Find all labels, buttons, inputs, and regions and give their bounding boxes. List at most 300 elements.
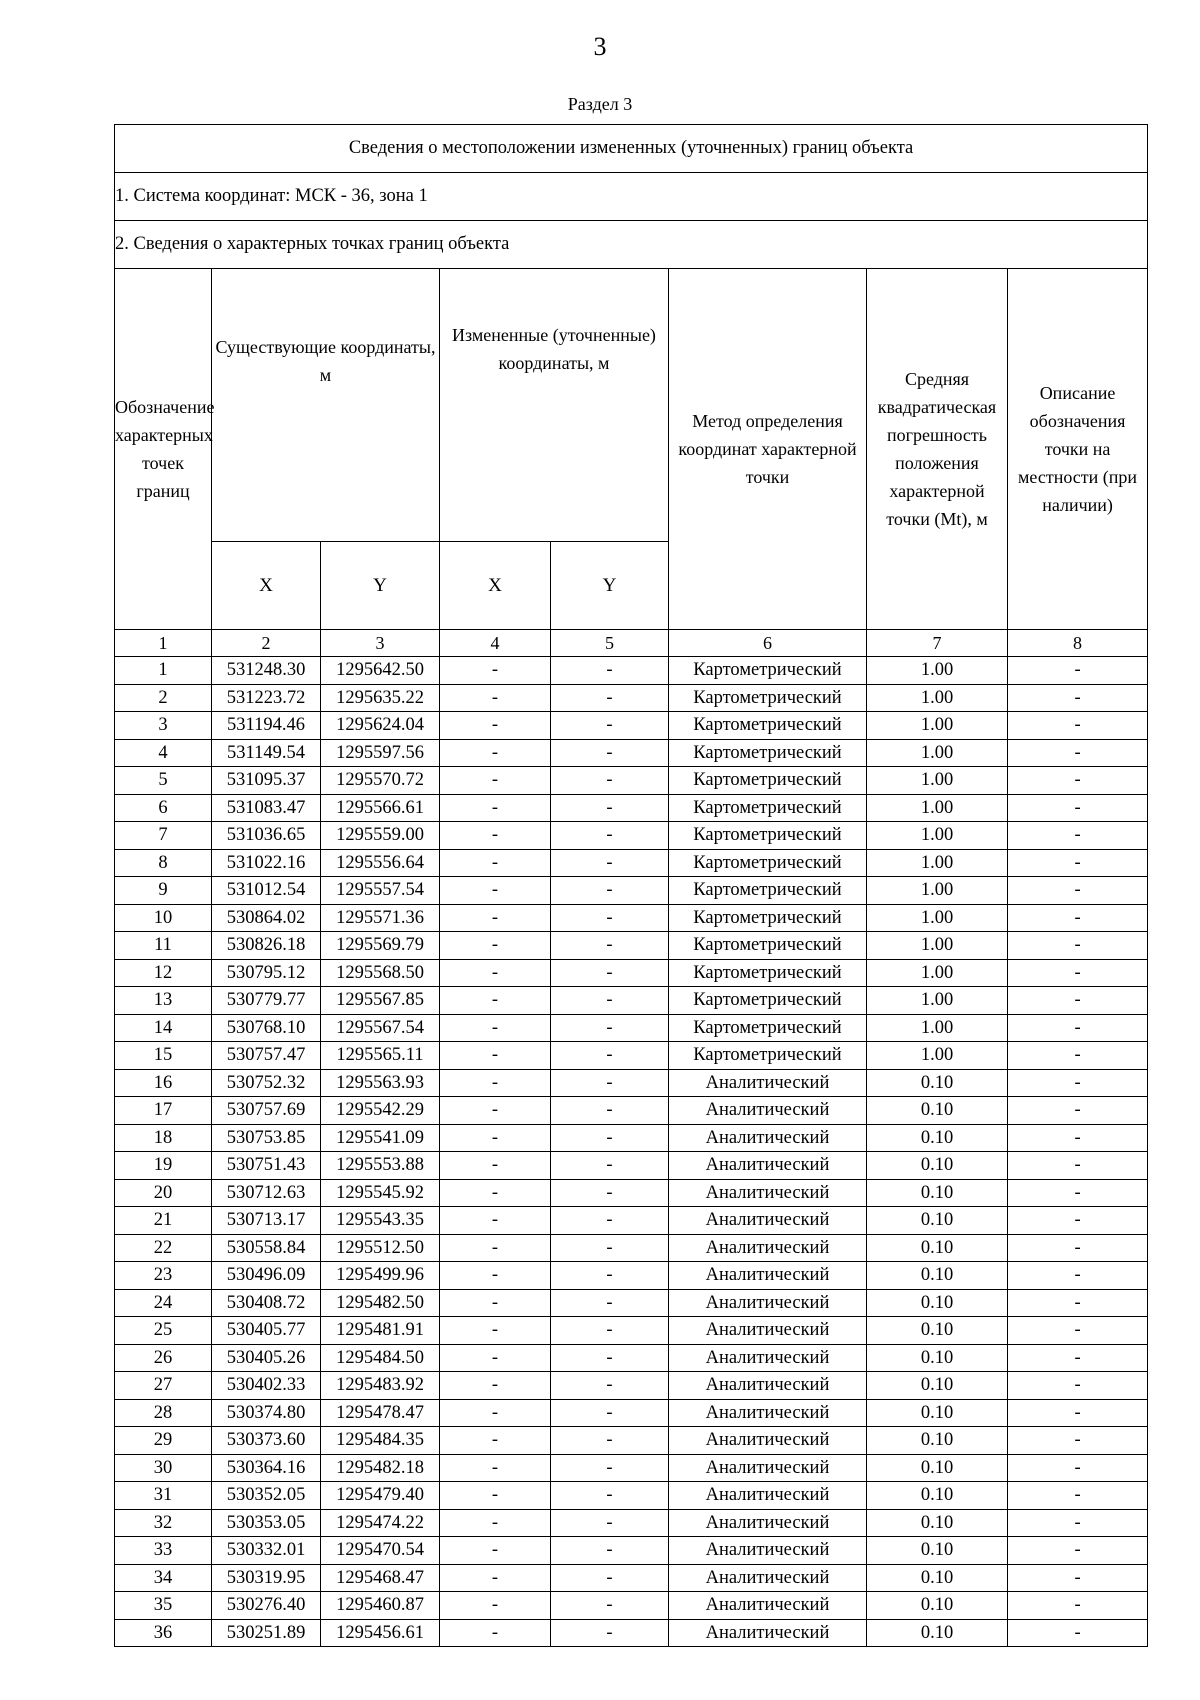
description-cell: - <box>1008 877 1148 905</box>
method-cell: Аналитический <box>669 1427 867 1455</box>
method-cell: Картометрический <box>669 739 867 767</box>
mean-error-cell: 1.00 <box>867 712 1008 740</box>
existing-y-cell: 1295635.22 <box>321 684 440 712</box>
changed-x-cell: - <box>440 1509 551 1537</box>
existing-x-cell: 531022.16 <box>212 849 321 877</box>
changed-y-cell: - <box>551 1317 669 1345</box>
mean-error-cell: 1.00 <box>867 932 1008 960</box>
point-id-cell: 6 <box>115 794 212 822</box>
changed-x-cell: - <box>440 1482 551 1510</box>
existing-y-cell: 1295468.47 <box>321 1564 440 1592</box>
header-existing-y: Y <box>321 542 440 630</box>
point-id-cell: 20 <box>115 1179 212 1207</box>
mean-error-cell: 0.10 <box>867 1179 1008 1207</box>
table-row <box>115 1427 1148 1455</box>
existing-x-cell: 530405.26 <box>212 1344 321 1372</box>
changed-x-cell: - <box>440 1207 551 1235</box>
description-cell: - <box>1008 1454 1148 1482</box>
description-cell: - <box>1008 1014 1148 1042</box>
header-point-designation: Обозначение характерных точек границ <box>115 269 212 630</box>
existing-y-cell: 1295568.50 <box>321 959 440 987</box>
existing-y-cell: 1295474.22 <box>321 1509 440 1537</box>
description-cell: - <box>1008 1564 1148 1592</box>
header-mean-error: Средняя квадратическая погрешность положения характерной точки (Mt), м <box>867 269 1008 630</box>
point-id-cell: 1 <box>115 657 212 685</box>
point-id-cell: 27 <box>115 1372 212 1400</box>
changed-y-cell: - <box>551 1262 669 1290</box>
changed-x-cell: - <box>440 822 551 850</box>
existing-y-cell: 1295545.92 <box>321 1179 440 1207</box>
changed-x-cell: - <box>440 1427 551 1455</box>
existing-y-cell: 1295563.93 <box>321 1069 440 1097</box>
table-row <box>115 657 1148 685</box>
mean-error-cell: 1.00 <box>867 767 1008 795</box>
page-number: 3 <box>593 32 607 61</box>
table-row <box>115 987 1148 1015</box>
mean-error-cell: 0.10 <box>867 1454 1008 1482</box>
mean-error-cell: 1.00 <box>867 657 1008 685</box>
method-cell: Аналитический <box>669 1179 867 1207</box>
header-existing-coordinates: Существующие координаты, м <box>212 269 440 542</box>
point-id-cell: 14 <box>115 1014 212 1042</box>
mean-error-cell: 0.10 <box>867 1152 1008 1180</box>
changed-y-cell: - <box>551 959 669 987</box>
existing-x-cell: 530319.95 <box>212 1564 321 1592</box>
description-cell: - <box>1008 959 1148 987</box>
mean-error-cell: 1.00 <box>867 794 1008 822</box>
table-row <box>115 1234 1148 1262</box>
description-cell: - <box>1008 1262 1148 1290</box>
changed-y-cell: - <box>551 877 669 905</box>
column-numbers-row <box>115 630 1148 657</box>
changed-x-cell: - <box>440 904 551 932</box>
changed-y-cell: - <box>551 684 669 712</box>
changed-y-cell: - <box>551 794 669 822</box>
existing-y-cell: 1295482.50 <box>321 1289 440 1317</box>
header-existing-x: X <box>212 542 321 630</box>
point-id-cell: 23 <box>115 1262 212 1290</box>
changed-x-cell: - <box>440 1124 551 1152</box>
existing-x-cell: 530332.01 <box>212 1537 321 1565</box>
method-cell: Картометрический <box>669 1014 867 1042</box>
mean-error-cell: 0.10 <box>867 1207 1008 1235</box>
existing-x-cell: 530864.02 <box>212 904 321 932</box>
column-number: 6 <box>669 630 867 657</box>
changed-x-cell: - <box>440 1619 551 1647</box>
method-cell: Аналитический <box>669 1454 867 1482</box>
mean-error-cell: 0.10 <box>867 1262 1008 1290</box>
mean-error-cell: 1.00 <box>867 904 1008 932</box>
header-changed-coordinates: Измененные (уточненные) координаты, м <box>440 269 669 542</box>
existing-x-cell: 530352.05 <box>212 1482 321 1510</box>
header-method: Метод определения координат характерной точки <box>669 269 867 630</box>
existing-y-cell: 1295569.79 <box>321 932 440 960</box>
description-cell: - <box>1008 739 1148 767</box>
changed-x-cell: - <box>440 1262 551 1290</box>
existing-y-cell: 1295553.88 <box>321 1152 440 1180</box>
method-cell: Аналитический <box>669 1537 867 1565</box>
changed-x-cell: - <box>440 1399 551 1427</box>
column-number: 3 <box>321 630 440 657</box>
description-cell: - <box>1008 794 1148 822</box>
table-row <box>115 1042 1148 1070</box>
mean-error-cell: 1.00 <box>867 959 1008 987</box>
coordinate-system: 1. Система координат: МСК - 36, зона 1 <box>115 173 1148 221</box>
existing-x-cell: 530779.77 <box>212 987 321 1015</box>
point-id-cell: 32 <box>115 1509 212 1537</box>
existing-y-cell: 1295484.50 <box>321 1344 440 1372</box>
point-id-cell: 3 <box>115 712 212 740</box>
changed-x-cell: - <box>440 849 551 877</box>
method-cell: Картометрический <box>669 849 867 877</box>
point-id-cell: 11 <box>115 932 212 960</box>
method-cell: Картометрический <box>669 767 867 795</box>
changed-y-cell: - <box>551 1619 669 1647</box>
existing-y-cell: 1295559.00 <box>321 822 440 850</box>
changed-y-cell: - <box>551 1069 669 1097</box>
existing-x-cell: 530558.84 <box>212 1234 321 1262</box>
mean-error-cell: 0.10 <box>867 1427 1008 1455</box>
mean-error-cell: 0.10 <box>867 1097 1008 1125</box>
description-cell: - <box>1008 1179 1148 1207</box>
point-id-cell: 35 <box>115 1592 212 1620</box>
existing-y-cell: 1295482.18 <box>321 1454 440 1482</box>
point-id-cell: 36 <box>115 1619 212 1647</box>
changed-y-cell: - <box>551 1454 669 1482</box>
description-cell: - <box>1008 1482 1148 1510</box>
changed-y-cell: - <box>551 1097 669 1125</box>
method-cell: Аналитический <box>669 1289 867 1317</box>
existing-x-cell: 530496.09 <box>212 1262 321 1290</box>
existing-y-cell: 1295499.96 <box>321 1262 440 1290</box>
changed-x-cell: - <box>440 794 551 822</box>
description-cell: - <box>1008 1372 1148 1400</box>
table-row <box>115 849 1148 877</box>
table-row <box>115 1069 1148 1097</box>
existing-x-cell: 530364.16 <box>212 1454 321 1482</box>
changed-y-cell: - <box>551 1042 669 1070</box>
point-id-cell: 15 <box>115 1042 212 1070</box>
existing-y-cell: 1295566.61 <box>321 794 440 822</box>
mean-error-cell: 0.10 <box>867 1399 1008 1427</box>
column-number: 7 <box>867 630 1008 657</box>
mean-error-cell: 1.00 <box>867 987 1008 1015</box>
mean-error-cell: 1.00 <box>867 739 1008 767</box>
existing-y-cell: 1295460.87 <box>321 1592 440 1620</box>
method-cell: Картометрический <box>669 959 867 987</box>
existing-x-cell: 530374.80 <box>212 1399 321 1427</box>
method-cell: Аналитический <box>669 1372 867 1400</box>
existing-x-cell: 531012.54 <box>212 877 321 905</box>
table-row <box>115 1179 1148 1207</box>
column-number: 8 <box>1008 630 1148 657</box>
changed-x-cell: - <box>440 1317 551 1345</box>
table-row <box>115 822 1148 850</box>
column-number: 5 <box>551 630 669 657</box>
method-cell: Аналитический <box>669 1152 867 1180</box>
method-cell: Аналитический <box>669 1509 867 1537</box>
existing-y-cell: 1295484.35 <box>321 1427 440 1455</box>
changed-y-cell: - <box>551 1592 669 1620</box>
method-cell: Картометрический <box>669 904 867 932</box>
changed-x-cell: - <box>440 712 551 740</box>
changed-y-cell: - <box>551 1234 669 1262</box>
point-id-cell: 21 <box>115 1207 212 1235</box>
point-id-cell: 30 <box>115 1454 212 1482</box>
point-id-cell: 5 <box>115 767 212 795</box>
table-row <box>115 1097 1148 1125</box>
point-id-cell: 4 <box>115 739 212 767</box>
changed-x-cell: - <box>440 1097 551 1125</box>
point-id-cell: 24 <box>115 1289 212 1317</box>
existing-x-cell: 530826.18 <box>212 932 321 960</box>
description-cell: - <box>1008 904 1148 932</box>
point-id-cell: 9 <box>115 877 212 905</box>
mean-error-cell: 0.10 <box>867 1509 1008 1537</box>
table-row <box>115 1207 1148 1235</box>
changed-y-cell: - <box>551 1152 669 1180</box>
table-row <box>115 904 1148 932</box>
method-cell: Картометрический <box>669 684 867 712</box>
existing-x-cell: 530251.89 <box>212 1619 321 1647</box>
existing-y-cell: 1295571.36 <box>321 904 440 932</box>
point-id-cell: 18 <box>115 1124 212 1152</box>
changed-y-cell: - <box>551 657 669 685</box>
point-id-cell: 10 <box>115 904 212 932</box>
description-cell: - <box>1008 1152 1148 1180</box>
changed-x-cell: - <box>440 1289 551 1317</box>
section-title: Раздел 3 <box>567 94 633 114</box>
table-row <box>115 959 1148 987</box>
description-cell: - <box>1008 932 1148 960</box>
existing-x-cell: 530353.05 <box>212 1509 321 1537</box>
changed-x-cell: - <box>440 932 551 960</box>
changed-y-cell: - <box>551 822 669 850</box>
point-id-cell: 31 <box>115 1482 212 1510</box>
description-cell: - <box>1008 1344 1148 1372</box>
existing-y-cell: 1295481.91 <box>321 1317 440 1345</box>
method-cell: Аналитический <box>669 1262 867 1290</box>
changed-y-cell: - <box>551 1427 669 1455</box>
changed-x-cell: - <box>440 987 551 1015</box>
table-row <box>115 1592 1148 1620</box>
description-cell: - <box>1008 1537 1148 1565</box>
description-cell: - <box>1008 1592 1148 1620</box>
table-row <box>115 1289 1148 1317</box>
description-cell: - <box>1008 712 1148 740</box>
point-id-cell: 26 <box>115 1344 212 1372</box>
method-cell: Картометрический <box>669 657 867 685</box>
table-row <box>115 1482 1148 1510</box>
method-cell: Аналитический <box>669 1399 867 1427</box>
changed-x-cell: - <box>440 1179 551 1207</box>
existing-x-cell: 530276.40 <box>212 1592 321 1620</box>
description-cell: - <box>1008 1399 1148 1427</box>
description-cell: - <box>1008 1097 1148 1125</box>
table-row <box>115 1509 1148 1537</box>
existing-x-cell: 531036.65 <box>212 822 321 850</box>
method-cell: Аналитический <box>669 1097 867 1125</box>
changed-y-cell: - <box>551 849 669 877</box>
table-row <box>115 1399 1148 1427</box>
changed-x-cell: - <box>440 1069 551 1097</box>
point-id-cell: 17 <box>115 1097 212 1125</box>
existing-y-cell: 1295512.50 <box>321 1234 440 1262</box>
existing-y-cell: 1295642.50 <box>321 657 440 685</box>
existing-x-cell: 531149.54 <box>212 739 321 767</box>
mean-error-cell: 0.10 <box>867 1619 1008 1647</box>
table-row <box>115 1317 1148 1345</box>
point-id-cell: 29 <box>115 1427 212 1455</box>
method-cell: Аналитический <box>669 1564 867 1592</box>
existing-x-cell: 530405.77 <box>212 1317 321 1345</box>
boundary-points-table <box>114 124 1148 1647</box>
existing-x-cell: 530757.69 <box>212 1097 321 1125</box>
table-row <box>115 1454 1148 1482</box>
table-row <box>115 1619 1148 1647</box>
method-cell: Картометрический <box>669 712 867 740</box>
existing-y-cell: 1295567.54 <box>321 1014 440 1042</box>
changed-y-cell: - <box>551 1537 669 1565</box>
existing-y-cell: 1295557.54 <box>321 877 440 905</box>
existing-y-cell: 1295479.40 <box>321 1482 440 1510</box>
changed-y-cell: - <box>551 1372 669 1400</box>
point-id-cell: 33 <box>115 1537 212 1565</box>
point-id-cell: 13 <box>115 987 212 1015</box>
point-id-cell: 34 <box>115 1564 212 1592</box>
existing-x-cell: 530713.17 <box>212 1207 321 1235</box>
method-cell: Картометрический <box>669 932 867 960</box>
method-cell: Аналитический <box>669 1207 867 1235</box>
existing-y-cell: 1295597.56 <box>321 739 440 767</box>
column-number: 2 <box>212 630 321 657</box>
existing-x-cell: 531194.46 <box>212 712 321 740</box>
header-description: Описание обозначения точки на местности (при наличии) <box>1008 269 1148 630</box>
mean-error-cell: 1.00 <box>867 877 1008 905</box>
mean-error-cell: 0.10 <box>867 1482 1008 1510</box>
table-row <box>115 1537 1148 1565</box>
header-changed-x: X <box>440 542 551 630</box>
changed-x-cell: - <box>440 767 551 795</box>
existing-x-cell: 530757.47 <box>212 1042 321 1070</box>
existing-y-cell: 1295543.35 <box>321 1207 440 1235</box>
existing-y-cell: 1295483.92 <box>321 1372 440 1400</box>
changed-y-cell: - <box>551 739 669 767</box>
changed-y-cell: - <box>551 1124 669 1152</box>
changed-x-cell: - <box>440 657 551 685</box>
mean-error-cell: 0.10 <box>867 1564 1008 1592</box>
point-id-cell: 16 <box>115 1069 212 1097</box>
description-cell: - <box>1008 657 1148 685</box>
changed-x-cell: - <box>440 1152 551 1180</box>
table-row <box>115 877 1148 905</box>
table-row <box>115 1262 1148 1290</box>
changed-y-cell: - <box>551 1482 669 1510</box>
point-id-cell: 28 <box>115 1399 212 1427</box>
existing-x-cell: 530402.33 <box>212 1372 321 1400</box>
mean-error-cell: 0.10 <box>867 1592 1008 1620</box>
existing-y-cell: 1295470.54 <box>321 1537 440 1565</box>
existing-y-cell: 1295542.29 <box>321 1097 440 1125</box>
existing-y-cell: 1295556.64 <box>321 849 440 877</box>
column-number: 4 <box>440 630 551 657</box>
method-cell: Аналитический <box>669 1482 867 1510</box>
changed-x-cell: - <box>440 877 551 905</box>
existing-x-cell: 530751.43 <box>212 1152 321 1180</box>
mean-error-cell: 1.00 <box>867 1042 1008 1070</box>
existing-x-cell: 530408.72 <box>212 1289 321 1317</box>
point-id-cell: 19 <box>115 1152 212 1180</box>
changed-y-cell: - <box>551 1014 669 1042</box>
existing-x-cell: 530795.12 <box>212 959 321 987</box>
table-row <box>115 932 1148 960</box>
changed-x-cell: - <box>440 1234 551 1262</box>
table-row <box>115 1152 1148 1180</box>
points-heading: 2. Сведения о характерных точках границ объекта <box>115 221 1148 269</box>
table-row <box>115 1564 1148 1592</box>
description-cell: - <box>1008 1619 1148 1647</box>
description-cell: - <box>1008 1234 1148 1262</box>
mean-error-cell: 0.10 <box>867 1317 1008 1345</box>
existing-y-cell: 1295624.04 <box>321 712 440 740</box>
changed-x-cell: - <box>440 959 551 987</box>
changed-y-cell: - <box>551 1179 669 1207</box>
changed-y-cell: - <box>551 767 669 795</box>
existing-y-cell: 1295456.61 <box>321 1619 440 1647</box>
existing-y-cell: 1295567.85 <box>321 987 440 1015</box>
point-id-cell: 7 <box>115 822 212 850</box>
description-cell: - <box>1008 1427 1148 1455</box>
changed-x-cell: - <box>440 1014 551 1042</box>
description-cell: - <box>1008 987 1148 1015</box>
table-row <box>115 1124 1148 1152</box>
description-cell: - <box>1008 1509 1148 1537</box>
existing-x-cell: 530768.10 <box>212 1014 321 1042</box>
description-cell: - <box>1008 1207 1148 1235</box>
existing-y-cell: 1295478.47 <box>321 1399 440 1427</box>
point-id-cell: 8 <box>115 849 212 877</box>
existing-x-cell: 530712.63 <box>212 1179 321 1207</box>
changed-x-cell: - <box>440 1592 551 1620</box>
point-id-cell: 22 <box>115 1234 212 1262</box>
table-row <box>115 767 1148 795</box>
method-cell: Картометрический <box>669 987 867 1015</box>
table-row <box>115 1372 1148 1400</box>
description-cell: - <box>1008 1042 1148 1070</box>
description-cell: - <box>1008 767 1148 795</box>
mean-error-cell: 1.00 <box>867 684 1008 712</box>
method-cell: Картометрический <box>669 822 867 850</box>
existing-y-cell: 1295570.72 <box>321 767 440 795</box>
mean-error-cell: 1.00 <box>867 822 1008 850</box>
table-row <box>115 684 1148 712</box>
existing-x-cell: 530373.60 <box>212 1427 321 1455</box>
table-row <box>115 739 1148 767</box>
table-row <box>115 794 1148 822</box>
existing-x-cell: 530753.85 <box>212 1124 321 1152</box>
header-changed-y: Y <box>551 542 669 630</box>
method-cell: Аналитический <box>669 1234 867 1262</box>
method-cell: Картометрический <box>669 1042 867 1070</box>
table-title: Сведения о местоположении измененных (уточненных) границ объекта <box>115 125 1148 173</box>
existing-y-cell: 1295541.09 <box>321 1124 440 1152</box>
changed-y-cell: - <box>551 1509 669 1537</box>
table-row <box>115 1014 1148 1042</box>
description-cell: - <box>1008 1069 1148 1097</box>
description-cell: - <box>1008 1289 1148 1317</box>
mean-error-cell: 0.10 <box>867 1372 1008 1400</box>
method-cell: Аналитический <box>669 1124 867 1152</box>
